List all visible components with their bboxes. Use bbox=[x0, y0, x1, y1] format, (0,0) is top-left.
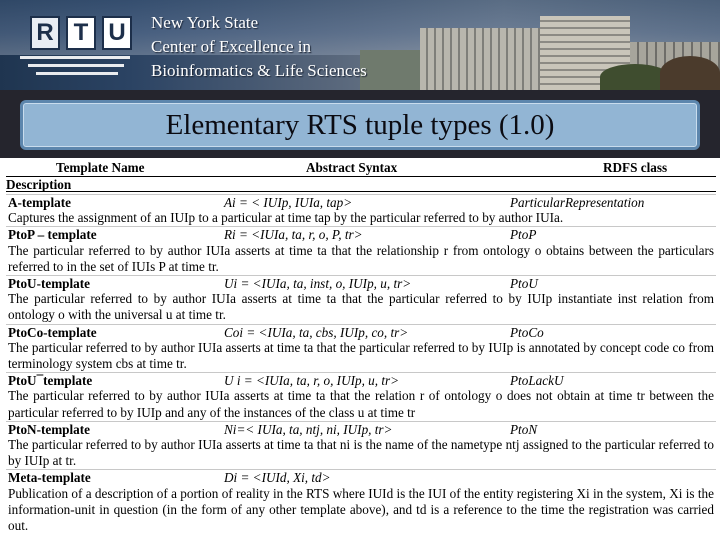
logo-letter: R bbox=[30, 16, 60, 50]
template-name: PtoCo-template bbox=[8, 324, 97, 340]
template-description: The particular referred to by author IUIa asserts at time ta that the particular referred to by IUIp instantiate inst relation from ontology o with the universal u at time tr. bbox=[8, 291, 714, 323]
table-row bbox=[6, 194, 716, 210]
logo-letter: T bbox=[66, 16, 96, 50]
template-description: Publication of a description of a portion of reality in the RTS where IUId is the IUI of the entity registering Xi in the system, Xi is the information-unit in question (in the form of any other template above), and td is a reference to the time the registration was carried out. bbox=[8, 485, 714, 533]
table-row bbox=[6, 469, 716, 485]
rdfs-class: PtoP bbox=[510, 227, 537, 243]
table-row bbox=[6, 324, 716, 340]
template-description: The particular referred to by author IUIa asserts at time ta that the relationship r from ontology o obtains between the particulars referred to in the set of IUIs P at time tr. bbox=[8, 242, 714, 274]
institution-name bbox=[151, 11, 367, 83]
template-description: Captures the assignment of an IUIp to a particular at time tap by the particular referred to by author IUIa. bbox=[8, 210, 564, 226]
header-banner bbox=[0, 0, 720, 90]
logo-stripe bbox=[20, 56, 130, 59]
rdfs-class: ParticularRepresentation bbox=[510, 195, 645, 210]
column-header-rdfs-class: RDFS class bbox=[603, 160, 668, 175]
abstract-syntax: Ui = <IUIa, ta, inst, o, IUIp, u, tr> bbox=[224, 275, 412, 291]
slide-title-box bbox=[20, 100, 700, 150]
table-row bbox=[6, 421, 716, 437]
table-row bbox=[6, 372, 716, 388]
template-name: Meta-template bbox=[8, 470, 91, 486]
abstract-syntax: U i = <IUIa, ta, r, o, IUIp, u, tr> bbox=[224, 373, 400, 389]
banner-building bbox=[420, 28, 540, 90]
rtu-logo bbox=[14, 8, 134, 80]
table-body bbox=[6, 194, 716, 534]
abstract-syntax: Ri = <IUIa, ta, r, o, P, tr> bbox=[224, 227, 363, 243]
abstract-syntax: Ai = < IUIp, IUIa, tap> bbox=[224, 195, 353, 210]
institution-line: Bioinformatics & Life Sciences bbox=[151, 61, 367, 80]
template-description: The particular referred to by author IUIa asserts at time ta that the particular referred to by IUIp is annotated by concept code co from terminology system cbs at time tr. bbox=[8, 339, 714, 371]
rdfs-class: PtoLackU bbox=[510, 373, 564, 389]
column-header-abstract-syntax: Abstract Syntax bbox=[306, 160, 398, 175]
column-header-template-name: Template Name bbox=[56, 160, 145, 175]
template-name: PtoP – template bbox=[8, 227, 97, 243]
rdfs-class: PtoCo bbox=[510, 324, 544, 340]
template-description: The particular referred to by author IUIa asserts at time ta that the relation r of ontology o does not obtain at time tr between the particular referred to by IUIp and any of the instances of the class u at time tr bbox=[8, 388, 714, 420]
logo-letter: U bbox=[102, 16, 132, 50]
template-name: PtoN-template bbox=[8, 421, 91, 437]
template-table bbox=[6, 160, 716, 534]
rdfs-class: PtoU bbox=[510, 275, 538, 291]
table-header bbox=[6, 160, 716, 176]
template-name: A-template bbox=[8, 195, 71, 210]
table-row bbox=[6, 226, 716, 242]
template-name: PtoU¯template bbox=[8, 373, 93, 389]
column-header-description: Description bbox=[6, 176, 716, 192]
banner-building bbox=[360, 50, 420, 90]
institution-line: New York State bbox=[151, 13, 259, 32]
slide-title: Elementary RTS tuple types (1.0) bbox=[165, 109, 555, 141]
institution-line: Center of Excellence in bbox=[151, 37, 312, 56]
banner-tree bbox=[660, 56, 720, 90]
rdfs-class: PtoN bbox=[510, 421, 538, 437]
table-row bbox=[6, 275, 716, 291]
abstract-syntax: Ni=< IUIa, ta, ntj, ni, IUIp, tr> bbox=[224, 421, 393, 437]
logo-stripe bbox=[28, 64, 124, 67]
abstract-syntax: Coi = <IUIa, ta, cbs, IUIp, co, tr> bbox=[224, 324, 409, 340]
template-name: PtoU-template bbox=[8, 275, 91, 291]
abstract-syntax: Di = <IUId, Xi, td> bbox=[224, 470, 331, 486]
logo-stripe bbox=[36, 72, 118, 75]
template-description: The particular referred to by author IUIa asserts at time ta that ni is the name of the nametype ntj assigned to the particular referred to by IUIp at tr. bbox=[8, 436, 714, 469]
